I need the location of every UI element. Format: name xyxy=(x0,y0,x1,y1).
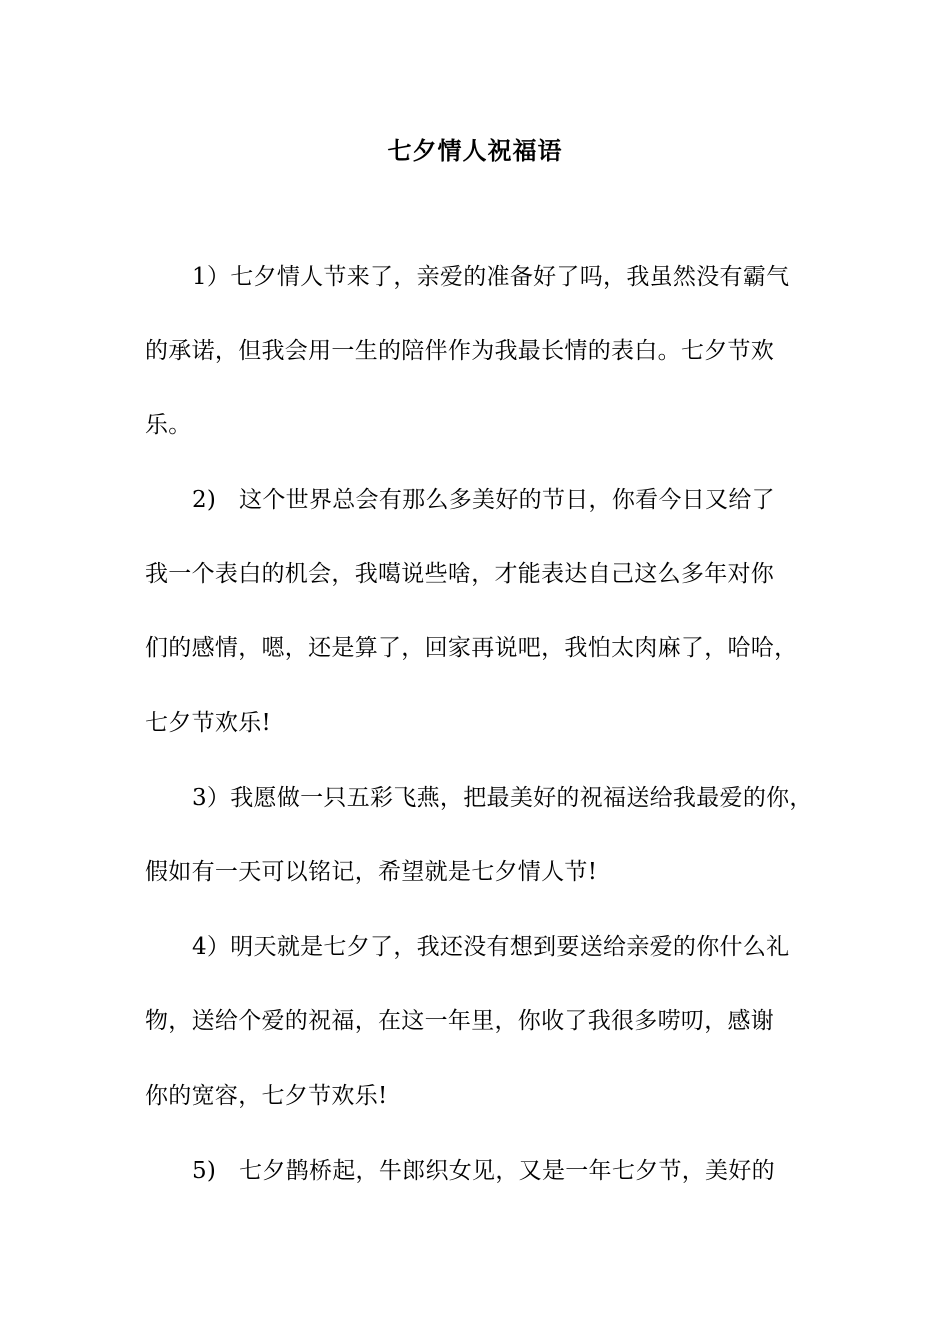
paragraph-5-line-1: 5) 七夕鹊桥起，牛郎织女见，又是一年七夕节，美好的 xyxy=(192,1158,775,1184)
paragraph-1-line-3: 乐。 xyxy=(145,412,192,438)
document-title: 七夕情人祝福语 xyxy=(387,136,563,165)
paragraph-1-line-2: 的承诺，但我会用一生的陪伴作为我最长情的表白。七夕节欢 xyxy=(145,338,775,364)
paragraph-4-line-2: 物，送给个爱的祝福，在这一年里，你收了我很多唠叨，感谢 xyxy=(145,1008,775,1034)
paragraph-4-line-3: 你的宽容，七夕节欢乐! xyxy=(145,1083,388,1109)
paragraph-2-line-1: 2) 这个世界总会有那么多美好的节日，你看今日又给了 xyxy=(192,487,775,513)
paragraph-2-line-2: 我一个表白的机会，我噶说些啥，才能表达自己这么多年对你 xyxy=(145,561,775,587)
paragraph-2-line-4: 七夕节欢乐! xyxy=(145,710,272,736)
paragraph-4-line-1: 4）明天就是七夕了，我还没有想到要送给亲爱的你什么礼 xyxy=(192,934,790,960)
paragraph-1-line-1: 1）七夕情人节来了，亲爱的准备好了吗，我虽然没有霸气 xyxy=(192,264,790,290)
paragraph-3-line-2: 假如有一天可以铭记，希望就是七夕情人节! xyxy=(145,859,598,885)
paragraph-3-line-1: 3）我愿做一只五彩飞燕，把最美好的祝福送给我最爱的你， xyxy=(192,785,813,811)
paragraph-2-line-3: 们的感情，嗯，还是算了，回家再说吧，我怕太肉麻了，哈哈， xyxy=(145,635,798,661)
